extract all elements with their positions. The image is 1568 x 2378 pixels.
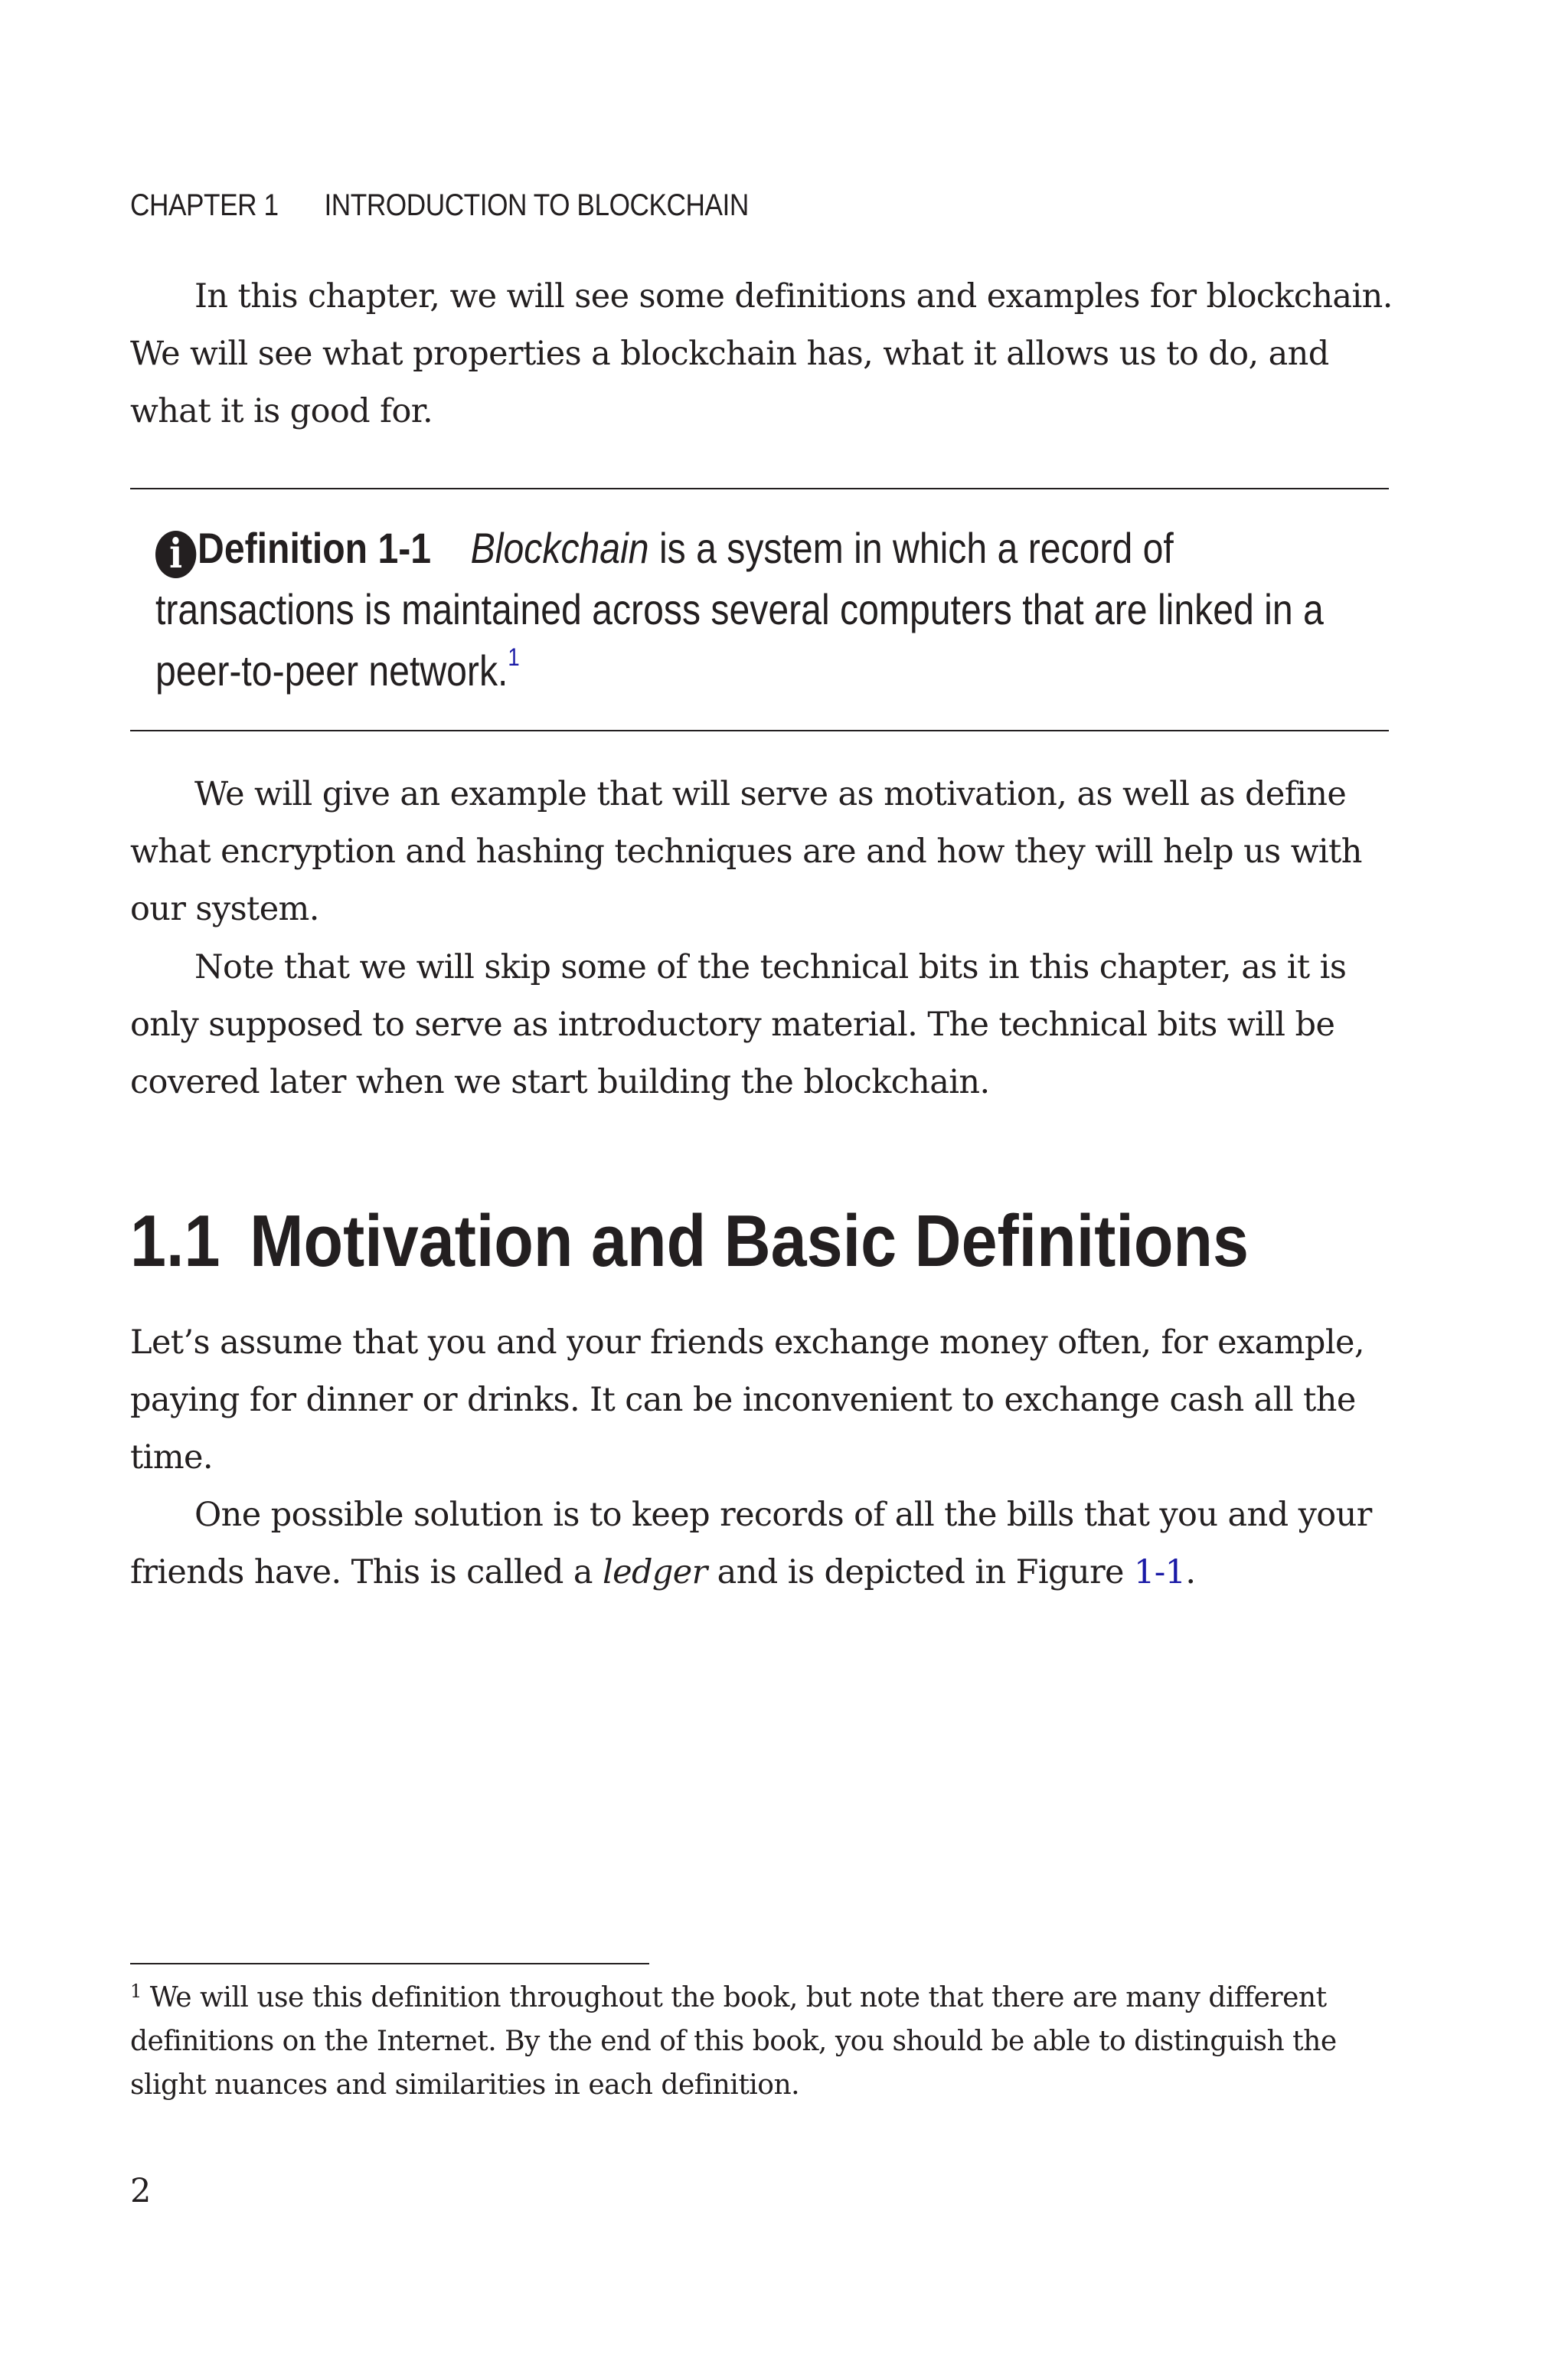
info-icon: i [155, 531, 196, 578]
page-number: 2 [130, 2172, 152, 2210]
definition-text: is a system in which a record of transactions is maintained across several computers that are linked in a peer-to-peer network. [155, 524, 1324, 695]
footnote [130, 1976, 1401, 2107]
paragraph-note: Note that we will skip some of the technical bits in this chapter, as it is only supposed to serve as introductory material. The technical bits will be covered later when we start building the blockchain. [130, 948, 1347, 1101]
intro-paragraph: In this chapter, we will see some definitions and examples for blockchain. We will see what properties a blockchain has, what it allows us to do, and what it is good for. [130, 277, 1393, 430]
paragraph-motivation: We will give an example that will serve as motivation, as well as define what encryption and hashing techniques are and how they will help us with our system. [130, 775, 1362, 928]
running-head-title: INTRODUCTION TO BLOCKCHAIN [324, 188, 749, 222]
ledger-text-after: . [1185, 1553, 1196, 1591]
footnote-marker: 1 [130, 1981, 142, 2002]
footnote-rule [130, 1963, 649, 1964]
paragraph-ledger [130, 1487, 1393, 1601]
definition-term: Blockchain [470, 524, 649, 572]
definition-top-rule [130, 488, 1389, 489]
definition-bottom-rule [130, 730, 1389, 731]
ledger-emphasis: ledger [602, 1553, 707, 1591]
definition-label: Definition 1-1 [198, 524, 432, 572]
ledger-text-before: One possible solution is to keep records of all the bills that you and your friends have. This is called a [130, 1496, 1372, 1591]
paragraph-assume: Let’s assume that you and your friends exchange money often, for example, paying for dinner or drinks. It can be inconvenient to exchange cash all the time. [130, 1323, 1364, 1477]
footnote-text: We will use this definition throughout the book, but note that there are many different definitions on the Internet. By the end of this book, you should be able to distinguish the slight nuances and similarities in each definition. [130, 1982, 1337, 2101]
running-head [130, 188, 749, 223]
running-head-chapter: CHAPTER 1 [130, 188, 279, 222]
section-heading [130, 1199, 1249, 1284]
section-number: 1.1 [130, 1200, 220, 1282]
definition-box [155, 518, 1380, 702]
figure-ref-link[interactable]: 1-1 [1133, 1553, 1186, 1591]
footnote-ref-link[interactable]: 1 [508, 643, 520, 671]
section-title: Motivation and Basic Definitions [250, 1200, 1250, 1282]
ledger-text-middle: and is depicted in Figure [707, 1553, 1134, 1591]
